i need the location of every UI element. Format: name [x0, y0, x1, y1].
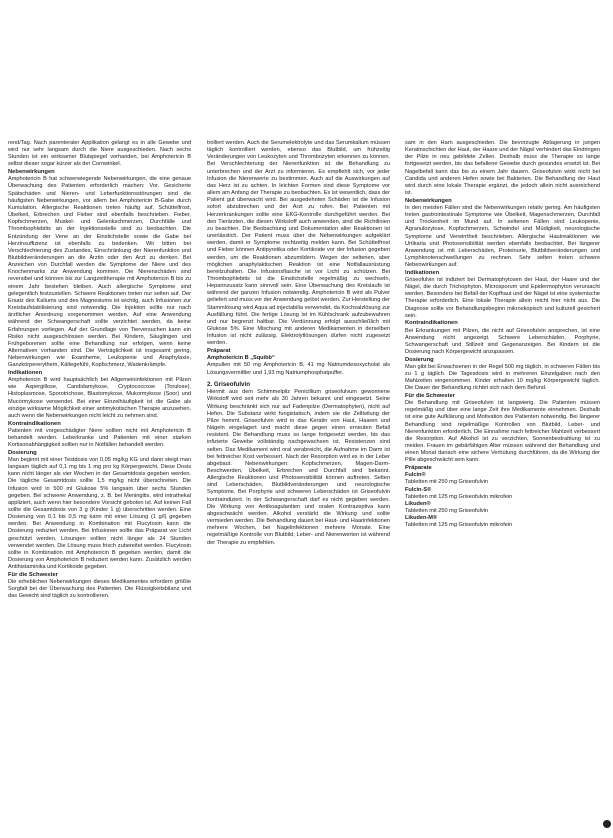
body-paragraph: Amphotericin B wird hauptsächlich bei Allgemeininfektionen mit Pilzen wie Aspergillose, Candidamykose, Cryptococcose (Torulose), Histoplasmose, Sporotrichose, Blastomykose, Mukormykose (Soor) und Mucormykose verwendet. Bei einer Einzelhäufigkeit ist die Gabe als einzige wirksame Möglichkeit einer antimykotischen Therapie anzusehen, auch wenn die Nebenwirkungen nicht leicht zu nehmen sind. [8, 377, 191, 419]
preparation-description: Tabletten mit 250 mg Griseofulvin [405, 507, 489, 514]
preparation-name: Fulcin-S® [405, 486, 432, 493]
section-heading: Indikationen [405, 269, 440, 276]
preparation-description: Tabletten mit 250 mg Griseofulvin [405, 479, 489, 486]
body-paragraph: Man beginnt mit einer Testdosis von 0,05 mg/kg KG und dann steigt man langsam täglich auf 0,1 mg bis 1 mg pro kg Körpergewicht. Diese Dosis kann nicht länger als vier Wochen in der Gesamtdosis gegeben werden. Die tägliche Gesamtdosis sollte 1,5 mg/kg nicht überschreiten. Die Infusion wird in 500 ml Glukose 5% langsam über sechs Stunden gegeben. Bei schwerer Anwendung, z. B. bei Meningitis, wird intrathekal appliziert, auch wenn hier besondere Vorsicht geboten ist. Auf keinen Fall sollte die Gesamtdosis von 3 g (Kinder 1 g) überschritten werden. Eine Dosierung von 0,1 bis 0,5 mg kann mit einer Lösung (1 g/l) gegeben werden. Bei Anwendung in Kombination mit Flucytosin kann die Dosierung reduziert werden. Bei Infusionen sollte das Präparat vor Licht geschützt werden. Lösungen sollten nicht länger als 24 Stunden verwendet werden. Die Lösung muss frisch zubereitet werden. Flucytosin sollte in Kombination mit Amphotericin B gegeben werden, damit die Dosierung von Amphotericin B reduziert werden kann. Zusätzlich werden Antihistaminika und Kortikoide gegeben. [8, 456, 191, 571]
body-paragraph: Die erheblichen Nebenwirkungen dieses Medikamentes erfordern größte Sorgfalt bei der Überwachung des Patienten. Die Flüssigkeitsbilanz und das Gewicht sind täglich zu kontrollieren. [8, 579, 191, 600]
text-column-right [405, 140, 600, 830]
section-heading: Für die Schwester [405, 392, 455, 399]
section-heading: Dosierung [8, 449, 37, 456]
section-heading: Präparate [405, 465, 432, 472]
page-marker [603, 820, 611, 828]
preparation-description: Ampullen mit 50 mg Amphotericin B, 41 mg Natriumdesoxycholat als Lösungsvermittler und 1,93 mg Natriumphosphatpuffer. [207, 362, 390, 376]
body-paragraph: Die Behandlung mit Griseofulvin ist langwierig. Die Patienten müssen regelmäßig und über eine lange Zeit ihre Medikamente einnehmen. Deshalb ist eine gute Aufklärung und Motivation des Patienten notwendig. Bei längerer Behandlung sind regelmäßige Kontrollen von Blutbild, Leber- und Nierenfunktion erforderlich. Die Einnahme nach fettreicher Mahlzeit verbessert die Resorption. Auf Alkohol ist zu verzichten, Sonnenbestrahlung ist zu meiden. Frauen im gebärfähigen Alter müssen während der Behandlung und einen Monat danach eine sichere Verhütung durchführen, da die Wirkung der Pille abgeschwächt sein kann. [405, 400, 600, 464]
preparation-description: Tabletten mit 125 mg Griseofulvin mikrofein [405, 493, 513, 500]
preparation-description: Tabletten mit 125 mg Griseofulvin mikrofein [405, 522, 513, 529]
section-heading: Indikationen [8, 370, 43, 376]
body-paragraph: Man gibt bei Erwachsenen in der Regel 500 mg täglich, in schweren Fällen bis zu 1 g täglich. Die Tagesdosis wird in mehreren Einzelgaben nach den Mahlzeiten eingenommen. Kinder erhalten 10 mg/kg Körpergewicht täglich. Die Dauer der Behandlung richtet sich nach dem Befund. [405, 363, 600, 392]
body-paragraph: Amphotericin B hat schwerwiegende Nebenwirkungen, die eine genaue Überwachung des Patienten erforderlich machen: Vor. Gesicherte Spätschäden und Nieren- und Leberfunktionsstörungen sind die häufigsten Nebenwirkungen, vor allem bei Amphotericin B-Gabe durch Kumulation. Allergische Reaktionen treten häufig auf, Schüttelfrost, Übelkeit, Erbrechen und Fieber sind ebenfalls beschrieben. Fieber, Kopfschmerzen, Muskel- und Gelenkschmerzen, Durchfälle und Thrombophlebitis an der Injektionsstelle sind zu beobachten. Die Entzündung der Vene an der Einstichstelle sowie die Gabe bei Herzinsuffizienz ist ebenfalls zu bedenken. Wir bitten bei Verschlechterung des Zustandes, Einschränkung der Nierenfunktion und Blutbildveränderungen an die Ärztin oder den Arzt zu denken. Bei Anzeichen von Durchfall werden die Symptome der Niere und des Knochenmarks zur Anwendung kommen. Die Nierenschäden sind reversibel und können bis zur Langzeittherapie mit Amphotericin B bis zu einem Jahr bestehen bleiben. Auch allergische Symptome sind gelegentlich festzustellen. Schwere Reaktionen treten nur selten auf. Der Ersatz des Kaliums und des Magnesiums ist wichtig, auch Infusionen zur Kreislaufstabilisierung sind notwendig. Die Injektion sollte nur nach ärztlicher Anordnung vorgenommen werden. Auf eine Anwendung während der Schwangerschaft sollte verzichtet werden, da keine Erfahrungen vorliegen. Auf der Grundlage von Tierversuchen kann ein Risiko nicht ausgeschlossen werden. Bei Kindern, Säuglingen und Frühgeborenen sollte eine Behandlung nur erfolgen, wenn keine Alternativen vorhanden sind. Die Verträglichkeit ist insgesamt gering, Nebenwirkungen wie Exantheme, Leukopenie und Anaphylaxie, Ganzkörpererythem, Kältegefühl, Kopfschmerz, Wadenkrämpfe. [8, 176, 191, 369]
preparation-name: Likuden® [405, 500, 431, 507]
body-paragraph: sam in den Harn ausgeschieden. Die bevorzugte Ablagerung in jungen Keratinschichten der Haut, der Haare und der Nägel verhindert das Eindringen der Pilze in neu gebildete Zellen. Deshalb muss die Therapie so lange fortgesetzt werden, bis das befallene Gewebe durch gesundes ersetzt ist. Bei Nagelbefall kann das bis zu einem Jahr dauern. Griseofulvin wirkt nicht bei Candida und anderen Hefen sowie bei Bakterien. Die Behandlung der Haut wird durch eine lokale Therapie ergänzt, die jedoch allein nicht ausreichend ist. [405, 140, 600, 197]
preparation-entry [405, 515, 600, 529]
preparation-name: Amphotericin B „Squibb“ [207, 355, 275, 362]
text-column-middle [207, 140, 390, 830]
preparation-name: Fulcin® [405, 472, 426, 479]
preparation-entry [405, 501, 600, 515]
section-heading: Für die Schwester [8, 571, 58, 578]
body-paragraph: In den meisten Fällen sind die Nebenwirkungen relativ gering. Am häufigsten treten gastrointestinale Symptome wie Übelkeit, Magenschmerzen, Durchfall und Trockenheit im Mund auf. In seltenen Fällen sind Leukopenie, Agranulozytose, Kopfschmerzen, Schwindel und Müdigkeit, neurologische Symptome und Verwirrtheit beschrieben. Allergische Hautreaktionen wie Urtikaria und Photosensibilität werden ebenfalls beobachtet. Bei längerer Anwendung ist mit Leberschäden, Proteinurie, Blutbildveränderungen und Lymphknotenschwellungen zu rechnen. Sehr selten treten schwere Nebenwirkungen auf. [405, 204, 600, 269]
section-heading: Dosierung [405, 356, 434, 363]
preparation-entry [405, 487, 600, 501]
body-paragraph: Patienten mit vorgeschädigter Niere sollten nicht mit Amphotericin B behandelt werden. Leberkranke und Patienten mit einer starken Kortisonabhängigkeit sollten nur in Notfällen behandelt werden. [8, 427, 191, 449]
body-paragraph: Griseofulvin ist indiziert bei Dermatophytosen der Haut, der Haare und der Nägel, die durch Trichophyton, Microsporum und Epidermophyton verursacht werden. Besonders bei Befall der Kopfhaut und der Nägel ist eine systemische Therapie erforderlich. Eine lokale Therapie allein reicht hier nicht aus. Die Diagnose sollte vor Behandlungsbeginn mikroskopisch und kulturell gesichert sein. [405, 276, 600, 319]
section-heading: Kontraindikationen [8, 420, 61, 427]
section-heading: Nebenwirkungen [405, 197, 452, 204]
body-paragraph: trolliert werden. Auch die Serumelektrolyte und das Serumkalium müssen täglich kontrolliert werden, ebenso das Blutbild, um frühzeitig Veränderungen von Leukozyten und Thrombozyten erkennen zu können. Bei Verschlechterung der Nierenfunktion ist die Behandlung zu unterbrechen und der Arzt zu informieren. Es empfiehlt sich, vor jeder Infusion die Nierenwerte zu bestimmen. Auch auf die Auswirkungen auf das Herz ist zu achten. In leichten Formen sind diese Symptome vor allem am Anfang der Therapie zu beobachten. Es ist wesentlich, dass der Patient gut überwacht wird. Bei ausgedehnten Schäden ist die Infusion sofort abzubrechen und der Arzt zu rufen. Bei Patienten mit Herzerkrankungen sollte eine EKG-Kontrolle durchgeführt werden. Bei den Tierärzten, die diesen Wirkstoff auch anwenden, sind die Richtlinien zu beachten. Die Beobachtung und Dokumentation aller Reaktionen ist unerlässlich. Der Patient muss über die Nebenwirkungen aufgeklärt werden, damit er Symptome rechtzeitig melden kann. Bei Schüttelfrost und Fieber können Antipyretika oder Kortikoide vor der Infusion gegeben werden, um die Reaktionen abzumildern. Wegen der seltenen, aber möglichen anaphylaktischen Reaktion ist eine Notfallausrüstung bereitzuhalten. Die Infusionsflasche ist vor Licht zu schützen. Bei Thrombophlebitis ist die Einstichstelle regelmäßig zu wechseln, Heparinzusatz kann sinnvoll sein. Eine Überwachung des Kreislaufs ist während der ganzen Infusion notwendig. Amphotericin B wird als Pulver geliefert und muss vor der Anwendung gelöst werden. Zur Herstellung der Stammlösung wird Aqua ad injectabilia verwendet, da Kochsalzlösung zur Ausfällung führt. Die fertige Lösung ist im Kühlschrank aufzubewahren und nur begrenzt haltbar. Die Verdünnung erfolgt ausschließlich mit Glukose 5%. Eine Mischung mit anderen Medikamenten in derselben Infusion ist nicht zulässig. Elektrolytlösungen dürfen nicht zugesetzt werden. [207, 140, 390, 347]
section-heading: Präparat [207, 348, 231, 355]
preparation-name: Likuden-M® [405, 515, 438, 522]
section-heading: Nebenwirkungen [8, 169, 55, 176]
body-paragraph: Hiermit aus dem Schimmelpilz Penicillium griseofulvum gewonnene Wirkstoff wird seit mehr als 30 Jahren bekannt und eingesetzt. Seine Wirkung beschränkt sich nur auf Fadenpilze (Dermatophyten), nicht auf Hefen. Die Substanz wirkt fungistatisch, indem sie die Zellteilung der Pilze hemmt. Griseofulvin wird in das Keratin von Haut, Haaren und Nägeln eingelagert und macht diese gegen einen erneuten Befall resistent. Die Behandlung muss so lange fortgesetzt werden, bis das infizierte Gewebe vollständig nachgewachsen ist. Resistenzen sind selten. Das Medikament wird oral verabreicht, die Aufnahme im Darm ist bei fettreicher Kost verbessert. Nach der Resorption wird es in der Leber abgebaut. Nebenwirkungen: Kopfschmerzen, Magen-Darm-Beschwerden, Übelkeit, Erbrechen und Durchfall sind bekannt. Allergische Reaktionen und Photosensibilität können auftreten. Selten sind Leberschäden, Blutbildveränderungen und neurologische Symptome. Bei Porphyrie und schweren Leberschäden ist Griseofulvin kontraindiziert. In der Schwangerschaft darf es nicht gegeben werden. Die Wirkung von Antikoagulantien und oralen Kontrazeptiva kann abgeschwächt werden. Alkohol verstärkt die Wirkung und sollte vermieden werden. Die Behandlung dauert bei Haut- und Haarinfektionen mehrere Wochen, bei Nagelinfektionen mehrere Monate. Eine regelmäßige Kontrolle von Blutbild, Leber- und Nierenwerten ist während der Therapie zu empfehlen. [207, 389, 390, 546]
preparation-entry [405, 472, 600, 486]
chapter-heading: 2. Griseofulvin [207, 380, 250, 388]
text-column-left [8, 140, 191, 830]
body-paragraph: rend/Tag. Nach parenteraler Applikation gelangt es in alle Gewebe und wird nur sehr langsam durch die Niere ausgeschieden. Nach sechs Stunden ist ein wirksamer Blutspiegel vorhanden, bei Amphotericin B selbst dieser sogar kürzer als der Cornwinkel. [8, 140, 191, 168]
body-paragraph: Bei Erkrankungen mit Pilzen, die nicht auf Griseofulvin ansprechen, ist eine Anwendung nicht angezeigt. Schwere Leberschäden, Porphyrie, Schwangerschaft und Stillzeit sind Gegenanzeigen. Bei Kindern ist die Dosierung nach Körpergewicht anzupassen. [405, 327, 600, 356]
section-heading: Kontraindikationen [405, 320, 458, 327]
preparation-entry [207, 355, 390, 376]
